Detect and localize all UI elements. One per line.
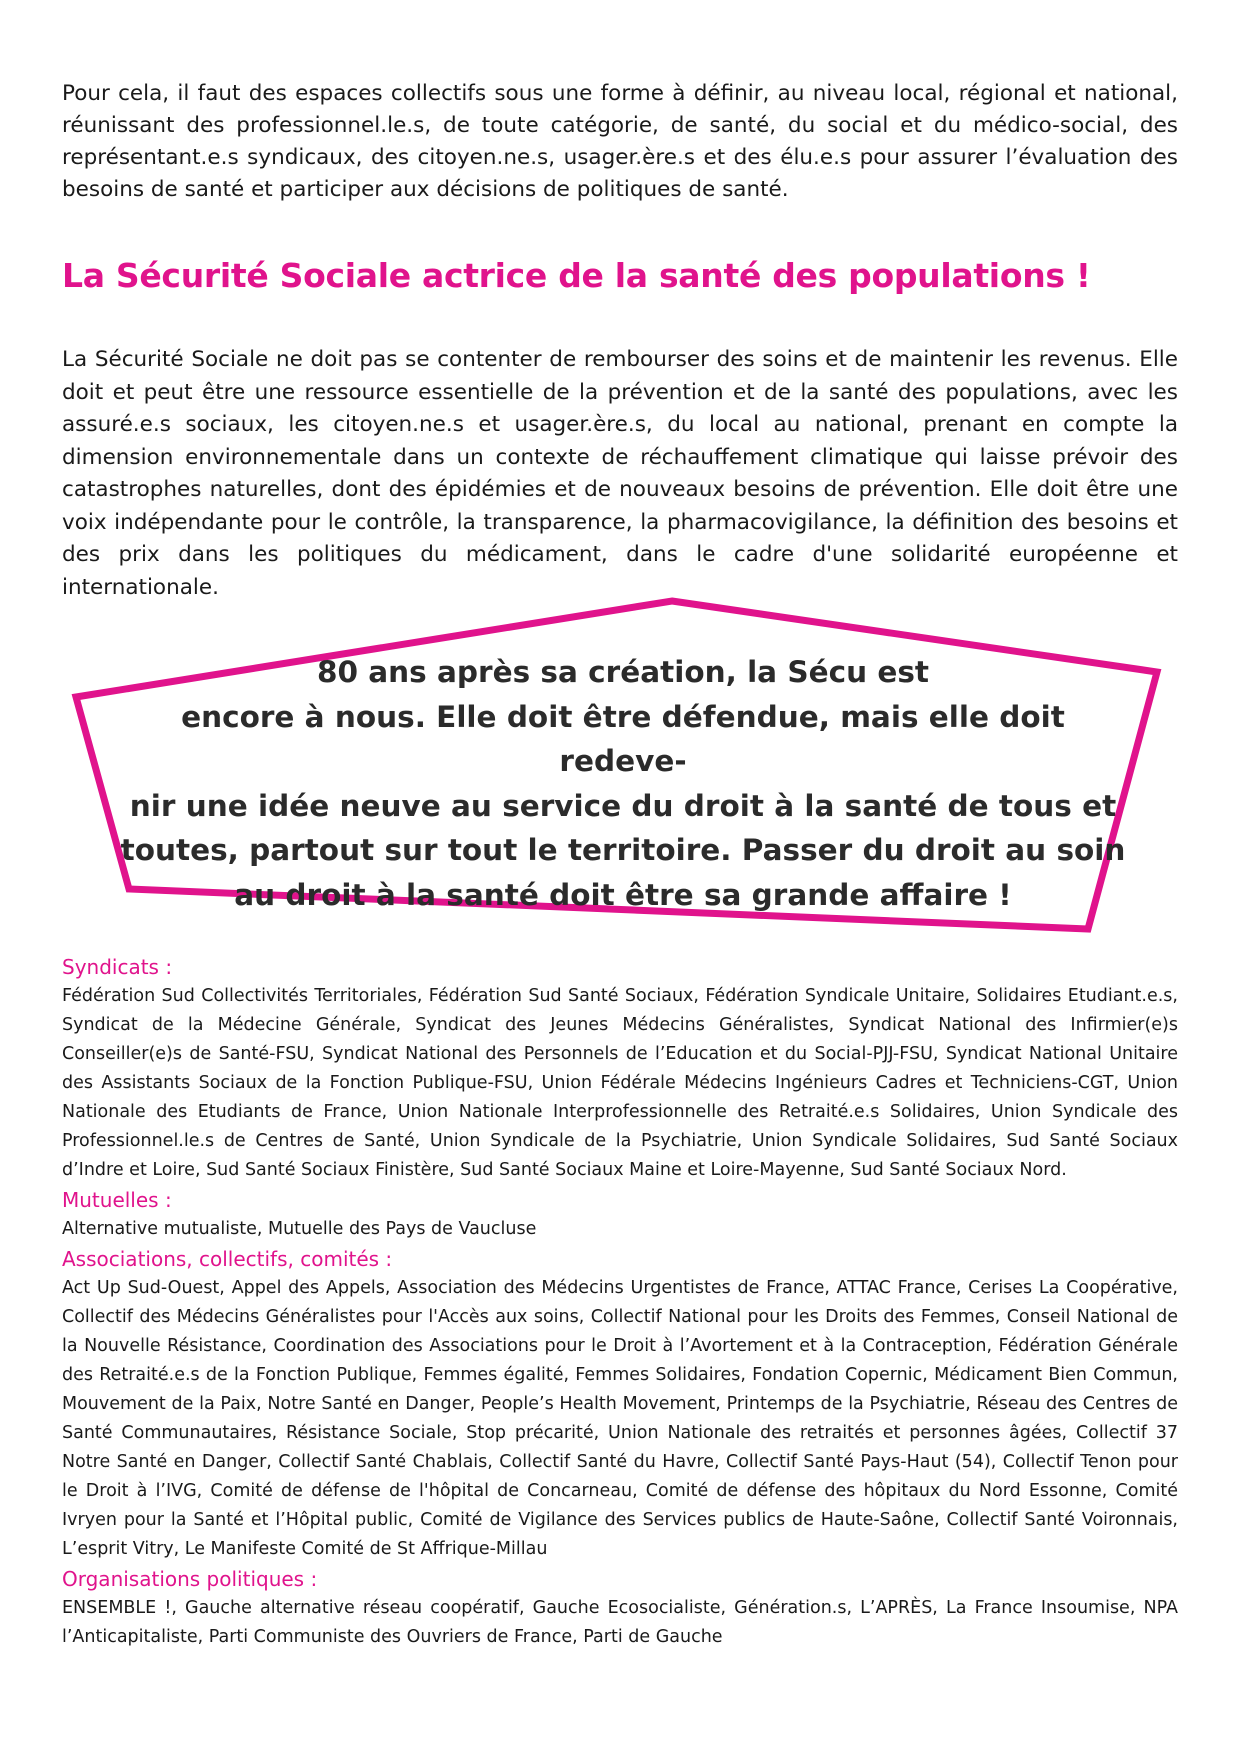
mutuelles-heading: Mutuelles : — [62, 1188, 172, 1212]
callout-text — [118, 650, 1128, 917]
callout-line-3: nir une idée neuve au service du droit à la santé de tous et — [129, 788, 1117, 823]
syndicats-heading: Syndicats : — [62, 955, 173, 979]
signatories-section — [62, 952, 1178, 1652]
syndicats-list: Fédération Sud Collectivités Territoriales, Fédération Sud Santé Sociaux, Fédération Syndicale Unitaire, Solidaires Etudiant.e.s, Syndicat de la Médecine Générale, Syndicat des Jeunes Médecins Généralistes, Syndicat National des Infirmier(e)s Conseiller(e)s de Santé-FSU, Syndicat National des Personnels de l’Education et du Social-PJJ-FSU, Syndicat National Unitaire des Assistants Sociaux de la Fonction Publique-FSU, Union Fédérale Médecins Ingénieurs Cadres et Techniciens-CGT, Union Nationale des Etudiants de France, Union Nationale Interprofessionnelle des Retraité.e.s Solidaires, Union Syndicale des Professionnel.le.s de Centres de Santé, Union Syndicale de la Psychiatrie, Union Syndicale Solidaires, Sud Santé Sociaux d’Indre et Loire, Sud Santé Sociaux Finistère, Sud Santé Sociaux Maine et Loire-Mayenne, Sud Santé Sociaux Nord. — [62, 986, 1178, 1180]
associations-heading: Associations, collectifs, comités : — [62, 1247, 393, 1271]
associations-list: Act Up Sud-Ouest, Appel des Appels, Association des Médecins Urgentistes de France, ATTAC France, Cerises La Coopérative, Collectif des Médecins Généralistes pour l'Accès aux soins, Collectif National pour les Droits des Femmes, Conseil National de la Nouvelle Résistance, Coordination des Associations pour le Droit à l’Avortement et à la Contraception, Fédération Générale des Retraité.e.s de la Fonction Publique, Femmes égalité, Femmes Solidaires, Fondation Copernic, Médicament Bien Commun, Mouvement de la Paix, Notre Santé en Danger, People’s Health Movement, Printemps de la Psychiatrie, Réseau des Centres de Santé Communautaires, Résistance Sociale, Stop précarité, Union Nationale des retraités et personnes âgées, Collectif 37 Notre Santé en Danger, Collectif Santé Chablais, Collectif Santé du Havre, Collectif Santé Pays-Haut (54), Collectif Tenon pour le Droit à l’IVG, Comité de défense de l'hôpital de Concarneau, Comité de défense des hôpitaux du Nord Essonne, Comité Ivryen pour la Santé et l’Hôpital public, Comité de Vigilance des Services publics de Haute-Saône, Collectif Santé Voironnais, L’esprit Vitry, Le Manifeste Comité de St Affrique-Millau — [62, 1278, 1178, 1559]
section-title: La Sécurité Sociale actrice de la santé des populations ! — [62, 256, 1091, 295]
intro-paragraph: Pour cela, il faut des espaces collectifs sous une forme à définir, au niveau local, régional et national, réunissant des professionnel.le.s, de toute catégorie, de santé, du social et du médico-social, des représentant.e.s syndicaux, des citoyen.ne.s, usager.ère.s et des élu.e.s pour assurer l’évaluation des besoins de santé et participer aux décisions de politiques de santé. — [62, 81, 1178, 202]
callout-line-1: 80 ans après sa création, la Sécu est — [316, 655, 930, 689]
callout-line-4: toutes, partout sur tout le territoire. Passer du droit au soin — [120, 833, 1126, 867]
callout-line-2: encore à nous. Elle doit être défendue, mais elle doit redeve- — [181, 699, 1065, 778]
politiques-list: ENSEMBLE !, Gauche alternative réseau coopératif, Gauche Ecosocialiste, Génération.s, L’APRÈS, La France Insoumise, NPA l’Anticapitaliste, Parti Communiste des Ouvriers de France, Parti de Gauche — [62, 1598, 1178, 1647]
callout-line-5: au droit à la santé doit être sa grande affaire ! — [234, 877, 1012, 912]
mutuelles-list: Alternative mutualiste, Mutuelle des Pays de Vaucluse — [62, 1219, 537, 1239]
section-paragraph: La Sécurité Sociale ne doit pas se contenter de rembourser des soins et de maintenir les revenus. Elle doit et peut être une ressource essentielle de la prévention et de la santé des populations, avec les assuré.e.s sociaux, les citoyen.ne.s et usager.ère.s, du local au national, prenant en compte la dimension environnementale dans un contexte de réchauffement climatique qui laisse prévoir des catastrophes naturelles, dont des épidémies et de nouveaux besoins de prévention. Elle doit être une voix indépendante pour le contrôle, la transparence, la pharmacovigilance, la définition des besoins et des prix dans les politiques du médicament, dans le cadre d'une solidarité européenne et internationale. — [62, 347, 1178, 600]
politiques-heading: Organisations politiques : — [62, 1567, 318, 1591]
